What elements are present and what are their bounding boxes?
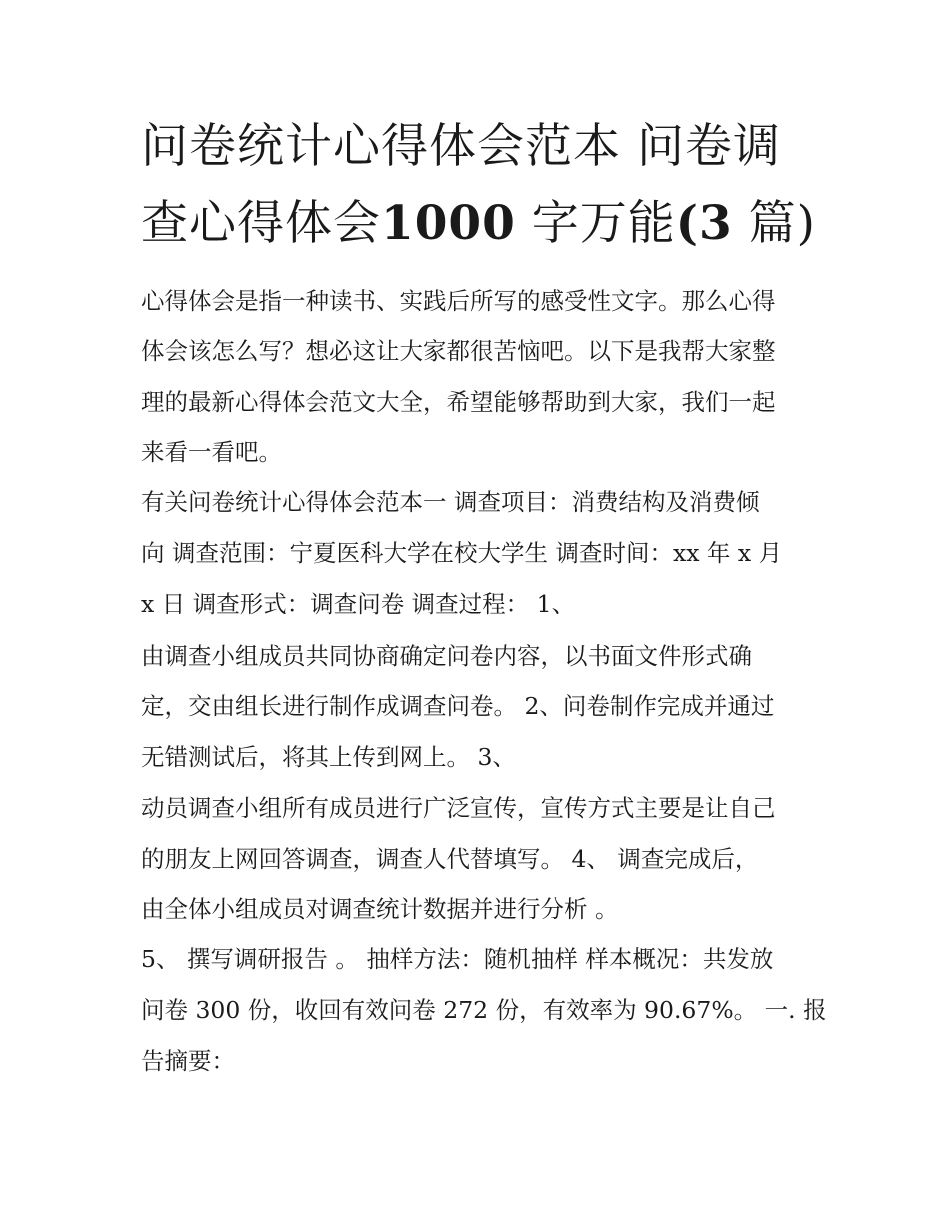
- body-line: 问卷 300 份，收回有效问卷 272 份，有效率为 90.67%。 一. 报: [141, 996, 827, 1024]
- body-line: 体会该怎么写？想必这让大家都很苦恼吧。以下是我帮大家整: [141, 337, 776, 365]
- body-line: 有关问卷统计心得体会范本一 调查项目：消费结构及消费倾: [141, 488, 760, 516]
- title-text-part: 查心得体会: [141, 196, 381, 251]
- title-text: 问卷统计心得体会范本 问卷调: [141, 119, 781, 174]
- title-text-part: 字万能: [515, 196, 676, 251]
- body-line: 的朋友上网回答调查，调查人代替填写。 4、 调查完成后，: [141, 845, 759, 873]
- body-line: 无错测试后，将其上传到网上。 3、: [141, 743, 516, 771]
- body-line: 理的最新心得体会范文大全，希望能够帮助到大家，我们一起: [141, 388, 776, 416]
- body-line: 由全体小组成员对调查统计数据并进行分析 。: [141, 895, 619, 923]
- body-line: x 日 调查形式：调查问卷 调查过程： 1、: [141, 590, 576, 618]
- body-line: 心得体会是指一种读书、实践后所写的感受性文字。那么心得: [141, 287, 776, 315]
- title-line-2: [141, 196, 816, 252]
- title-text-part: 篇): [732, 196, 816, 251]
- body-line: 来看一看吧。: [141, 438, 282, 466]
- title-line-1: [141, 119, 781, 175]
- body-line: 由调查小组成员共同协商确定问卷内容，以书面文件形式确: [141, 642, 752, 670]
- title-number: (3: [675, 196, 733, 251]
- body-line: 告摘要：: [141, 1047, 235, 1075]
- body-line: 定，交由组长进行制作成调查问卷。 2、问卷制作完成并通过: [141, 692, 775, 720]
- title-number: 1000: [381, 196, 516, 251]
- body-line: 向 调查范围：宁夏医科大学在校大学生 调查时间：xx 年 x 月: [141, 539, 783, 567]
- body-line: 5、 撰写调研报告 。 抽样方法：随机抽样 样本概况：共发放: [141, 945, 774, 973]
- body-line: 动员调查小组所有成员进行广泛宣传，宣传方式主要是让自己: [141, 794, 776, 822]
